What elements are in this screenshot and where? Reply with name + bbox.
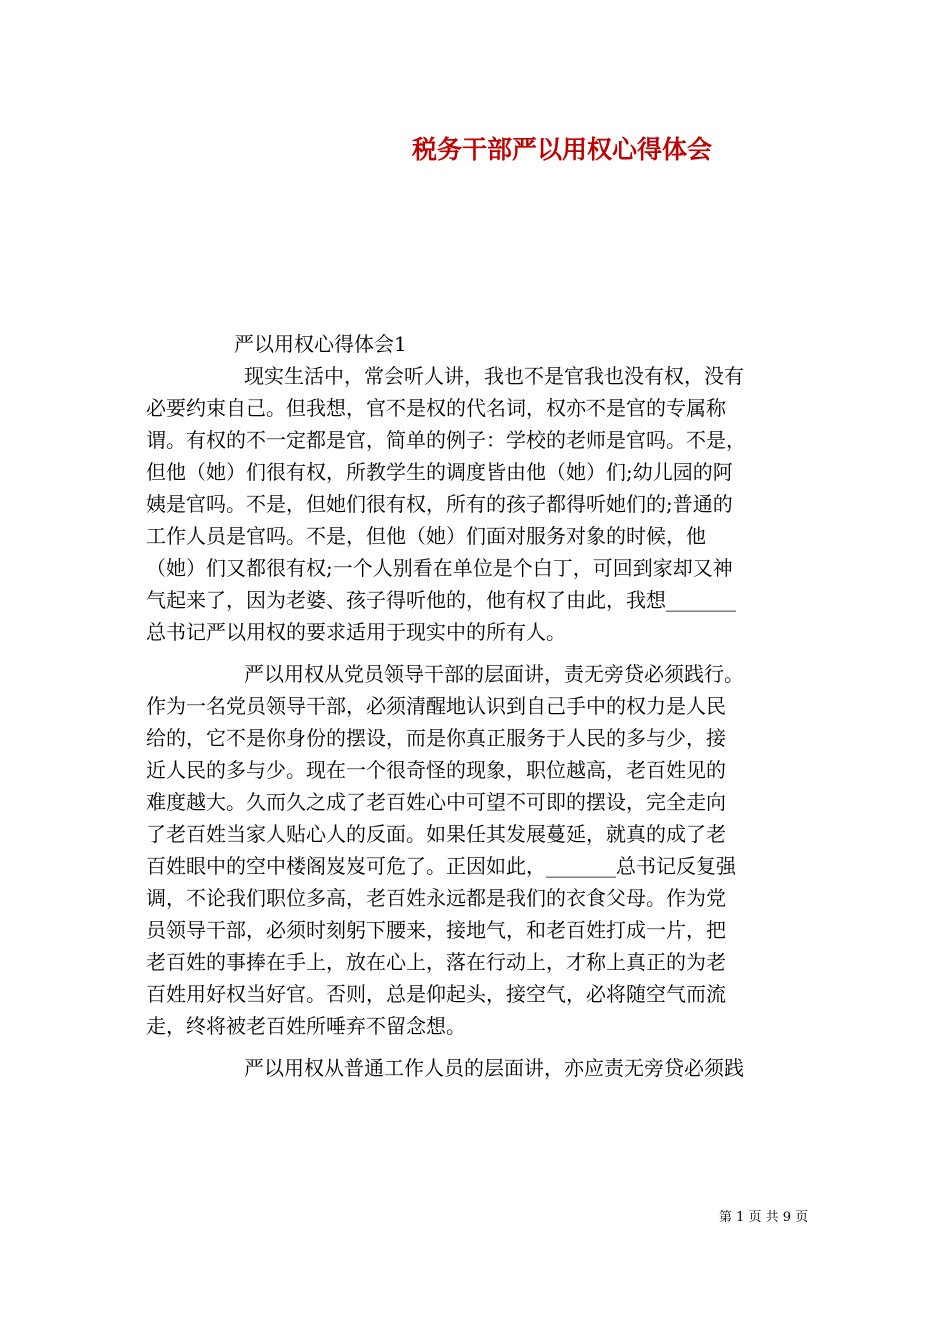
page-footer: 第 1 页 共 9 页 <box>719 1210 809 1225</box>
paragraph-line: 但他（她）们很有权，所教学生的调度皆由他（她）们;幼儿园的阿 <box>146 460 733 484</box>
paragraph-line: 气起来了，因为老婆、孩子得听他的，他有权了由此，我想_______ <box>146 588 736 612</box>
paragraph-line: 近人民的多与少。现在一个很奇怪的现象，职位越高，老百姓见的 <box>146 758 726 782</box>
paragraph-line: 严以用权从普通工作人员的层面讲，亦应责无旁贷必须践 <box>244 1056 744 1080</box>
section-heading: 严以用权心得体会1 <box>234 332 407 356</box>
paragraph-line: 必要约束自己。但我想，官不是权的代名词，权亦不是官的专属称 <box>146 396 726 420</box>
paragraph-line: 百姓眼中的空中楼阁岌岌可危了。正因如此，_______总书记反复强 <box>146 854 736 878</box>
paragraph-line: 严以用权从党员领导干部的层面讲，责无旁贷必须践行。 <box>244 662 744 686</box>
paragraph-line: 总书记严以用权的要求适用于现实中的所有人。 <box>146 620 566 644</box>
paragraph-line: 走，终将被老百姓所唾弃不留念想。 <box>146 1014 466 1038</box>
paragraph-line: 谓。有权的不一定都是官，简单的例子：学校的老师是官吗。不是， <box>146 428 746 452</box>
paragraph-line: （她）们又都很有权;一个人别看在单位是个白丁，可回到家却又神 <box>146 556 733 580</box>
document-title: 税务干部严以用权心得体会 <box>412 135 713 164</box>
paragraph-line: 作为一名党员领导干部，必须清醒地认识到自己手中的权力是人民 <box>146 694 726 718</box>
paragraph-line: 难度越大。久而久之成了老百姓心中可望不可即的摆设，完全走向 <box>146 790 726 814</box>
paragraph-line: 百姓用好权当好官。否则，总是仰起头，接空气，必将随空气而流 <box>146 982 726 1006</box>
paragraph-line: 调，不论我们职位多高，老百姓永远都是我们的衣食父母。作为党 <box>146 886 726 910</box>
paragraph-line: 姨是官吗。不是，但她们很有权，所有的孩子都得听她们的;普通的 <box>146 492 733 516</box>
paragraph-line: 工作人员是官吗。不是，但他（她）们面对服务对象的时候，他 <box>146 524 706 548</box>
paragraph-line: 老百姓的事捧在手上，放在心上，落在行动上，才称上真正的为老 <box>146 950 726 974</box>
paragraph-line: 给的，它不是你身份的摆设，而是你真正服务于人民的多与少，接 <box>146 726 726 750</box>
paragraph-line: 现实生活中，常会听人讲，我也不是官我也没有权，没有 <box>244 364 744 388</box>
paragraph-line: 员领导干部，必须时刻躬下腰来，接地气，和老百姓打成一片，把 <box>146 918 726 942</box>
paragraph-line: 了老百姓当家人贴心人的反面。如果任其发展蔓延，就真的成了老 <box>146 822 726 846</box>
